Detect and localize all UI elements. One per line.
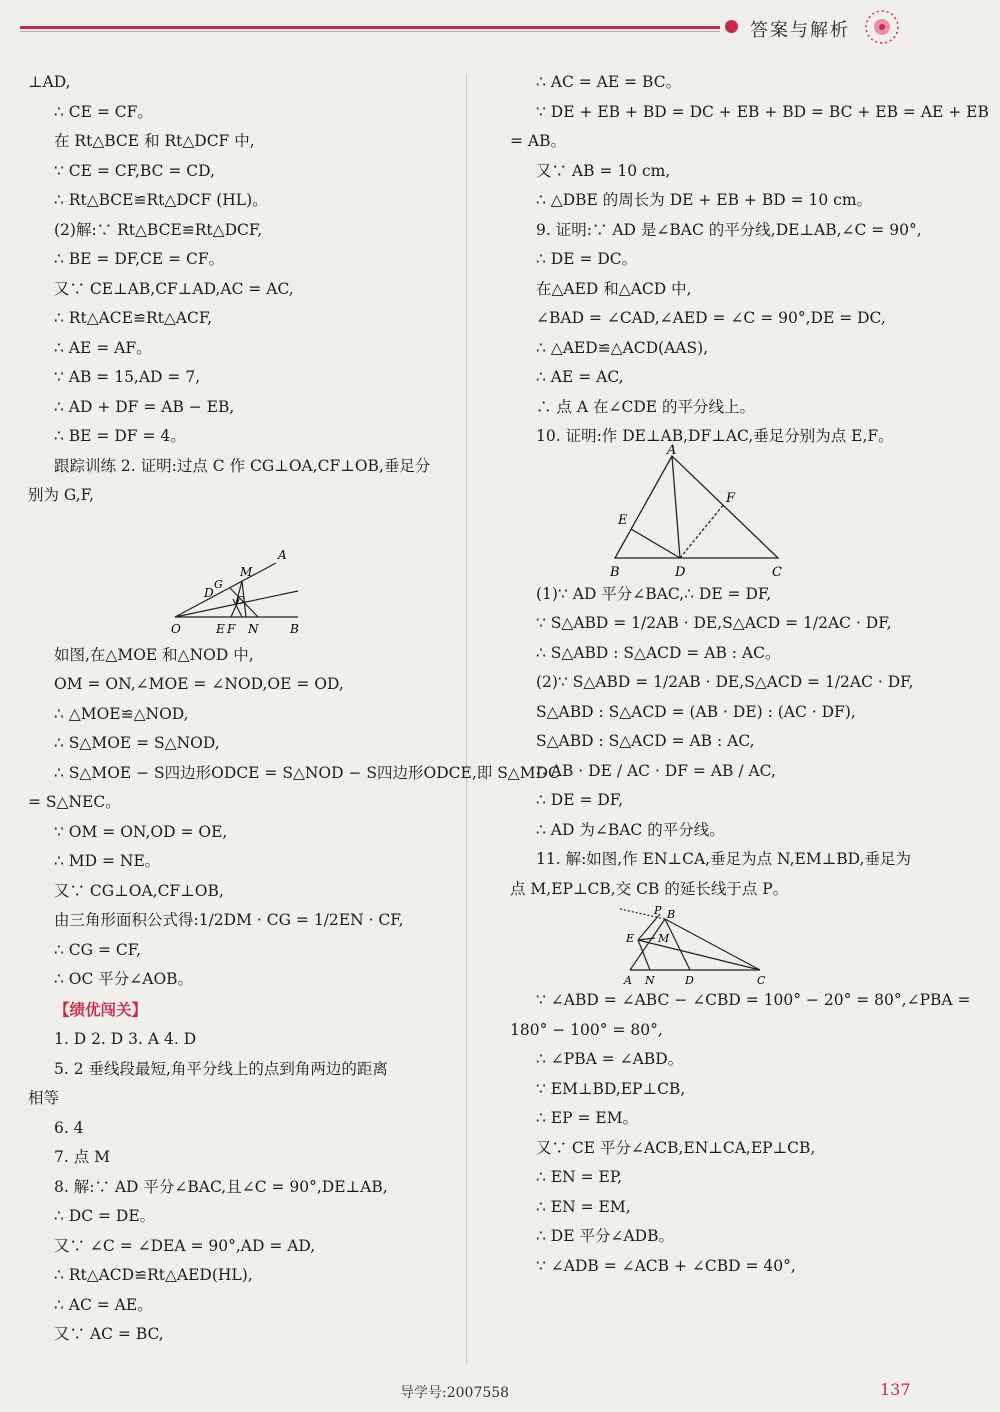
text-line [510,275,980,305]
fig1-label-E: E [216,621,225,636]
text-line-content: ∴ Rt△ACD≌Rt△AED(HL), [54,1266,253,1284]
text-line-content: ∵ DE + EB + BD = DC + EB + BD = BC + EB = AE + EB [536,102,989,121]
text-line [28,363,460,393]
text-line [510,157,980,187]
text-line-content: ∴ S△MOE − S四边形ODCE = S△NOD − S四边形ODCE,即 S△MDC [54,763,560,782]
text-line-content: ∴ DE = DF, [536,791,624,809]
text-line [28,157,460,187]
text-line [28,700,460,730]
text-line-content: ∵ EM⊥BD,EP⊥CB, [536,1079,686,1098]
text-line-content: ∴ DE 平分∠ADB。 [536,1227,674,1245]
text-line [28,788,460,818]
text-line [510,580,980,610]
text-line-content: 点 M,EP⊥CB,交 CB 的延长线于点 P。 [510,879,789,898]
text-line-content: ∴ S△MOE = S△NOD, [54,734,220,752]
decorative-flower-icon [855,6,909,48]
text-line-content: ∵ ∠ABD = ∠ABC − ∠CBD = 100° − 20° = 80°,∠PBA = [536,991,971,1009]
text-line-content: ∴ CG = CF, [54,940,141,959]
left-text-block-1 [28,68,460,511]
text-line-content: ∠BAD = ∠CAD,∠AED = ∠C = 90°,DE = DC, [536,309,886,327]
right-column [510,68,989,1281]
text-line [510,1163,980,1193]
text-line [510,1045,980,1075]
text-line-content: 在△AED 和△ACD 中, [536,279,692,298]
text-line [28,186,460,216]
text-line [510,1222,980,1252]
text-line-content: ∴ 点 A 在∠CDE 的平分线上。 [536,397,755,416]
text-line [510,1075,980,1105]
text-line [510,1016,980,1046]
text-line-content: 6. 4 [54,1118,84,1137]
text-line [28,936,460,966]
text-line-content: 180° − 100° = 80°, [510,1020,663,1039]
text-line-content: ∵ OM = ON,OD = OE, [54,822,228,841]
text-line-content: (2)∵ S△ABD = 1/2AB · DE,S△ACD = 1/2AC · DF, [536,673,914,691]
fig2-label-E: E [618,512,628,528]
text-line [28,275,460,305]
text-line-content: ∴ BE = DF = 4。 [54,427,186,445]
text-line [510,98,989,128]
text-line [510,363,980,393]
fig3-label-M: M [658,932,670,945]
text-line [28,729,460,759]
text-line-content: 又∵ AB = 10 cm, [536,161,671,180]
section-heading: 【绩优闯关】 [54,999,148,1019]
text-line-content: = AB。 [510,132,566,150]
text-line-content: ∴ DC = DE。 [54,1207,156,1225]
text-line-content: ∴ MD = NE。 [54,852,161,870]
fig2-label-B: B [610,564,620,580]
header-rule [20,26,720,29]
header-title: 答案与解析 [750,20,850,41]
fig2-label-A: A [667,442,677,458]
text-line [510,1252,980,1282]
text-line-content: ∵ ∠ADB = ∠ACB + ∠CBD = 40°, [536,1256,796,1275]
text-line [510,1104,980,1134]
text-line [28,1055,460,1085]
text-line [510,127,980,157]
column-divider [466,74,467,1364]
text-line [510,1193,980,1223]
text-line-content: 相等 [28,1089,60,1107]
text-line-content: ∴ OC 平分∠AOB。 [54,970,194,988]
text-line [28,334,460,364]
text-line-content: ∴ △DBE 的周长为 DE + EB + BD = 10 cm。 [536,191,873,209]
text-line [28,422,460,452]
text-line-content: 又∵ ∠C = ∠DEA = 90°,AD = AD, [54,1236,316,1255]
text-line [28,847,460,877]
text-line-content: ∵ CE = CF,BC = CD, [54,161,215,180]
text-line-content: 1. D 2. D 3. A 4. D [54,1030,197,1048]
text-line [28,1261,460,1291]
fig3-label-A: A [624,974,632,987]
text-line-content: ∴ △MOE≌△NOD, [54,704,189,723]
text-line [28,1173,460,1203]
text-line [28,68,460,98]
text-line-content: ∴ EP = EM。 [536,1109,639,1127]
text-line-content: ⊥AD, [28,73,71,91]
footer-guide-number: 导学号:2007558 [400,1385,510,1401]
text-line-content: ∴ ∠PBA = ∠ABD。 [536,1050,684,1068]
text-line [28,995,460,1026]
text-line [510,875,980,905]
text-line [28,1232,460,1262]
text-line-content: ∴ EN = EM, [536,1197,631,1216]
text-line-content: ∴ AC = AE = BC。 [536,73,682,91]
text-line [510,698,980,728]
fig1-label-F: F [227,621,236,636]
text-line [510,1134,980,1164]
text-line-content: 又∵ AC = BC, [54,1325,164,1343]
text-line [28,98,460,128]
text-line [510,68,980,98]
text-line [28,1202,460,1232]
text-line-content: ∴ AD 为∠BAC 的平分线。 [536,820,725,839]
text-line-content: 5. 2 垂线段最短,角平分线上的点到角两边的距离 [54,1059,388,1078]
text-line [510,727,980,757]
text-line [510,816,980,846]
fig1-label-G: G [214,577,223,591]
text-line [510,393,980,423]
fig3-label-N: N [645,974,655,987]
fig1-label-C: C [236,593,245,607]
text-line [510,245,980,275]
text-line-content: 又∵ CG⊥OA,CF⊥OB, [54,881,224,900]
text-line [28,1320,460,1350]
figure-triangle-pbc [510,904,980,986]
text-line-content: 9. 证明:∵ AD 是∠BAC 的平分线,DE⊥AB,∠C = 90°, [536,220,922,239]
text-line-content: = S△NEC。 [28,793,121,811]
text-line-content: 跟踪训练 2. 证明:过点 C 作 CG⊥OA,CF⊥OB,垂足分 [54,456,431,475]
header-rule-thin [20,31,720,32]
text-line [510,786,980,816]
text-line [28,641,460,671]
text-line [28,1114,460,1144]
text-line-content: 又∵ CE⊥AB,CF⊥AD,AC = AC, [54,279,294,298]
text-line [28,393,460,423]
text-line [28,216,460,246]
text-line-content: ∴ AC = AE。 [54,1295,153,1314]
text-line-content: (1)∵ AD 平分∠BAC,∴ DE = DF, [536,584,772,603]
text-line-content: ∴ S△ABD : S△ACD = AB : AC。 [536,643,781,662]
text-line [510,757,980,787]
fig1-label-M: M [240,564,253,579]
text-line [28,759,560,789]
text-line-content: 别为 G,F, [28,486,94,504]
text-line [28,818,460,848]
text-line-content: S△ABD : S△ACD = (AB · DE) : (AC · DF), [536,702,856,721]
text-line-content: ∴ EN = EP, [536,1168,623,1186]
text-line-content: ∴ BE = DF,CE = CF。 [54,250,225,268]
left-text-block-2 [28,641,560,1350]
figure-angle-bisector-omoe [28,511,460,641]
fig2-label-D: D [675,564,686,580]
text-line [28,965,460,995]
text-line-content: ∴ △AED≌△ACD(AAS), [536,338,709,357]
fig1-label-D: D [204,585,214,600]
text-line-content: 如图,在△MOE 和△NOD 中, [54,645,254,664]
text-line [28,1084,460,1114]
fig3-label-P: P [654,904,662,917]
text-line-content: ∴ AE = AF。 [54,338,152,357]
text-line-content: ∴ Rt△ACE≌Rt△ACF, [54,309,213,327]
text-line-content: ∵ S△ABD = 1/2AB · DE,S△ACD = 1/2AC · DF, [536,614,892,632]
text-line-content: 11. 解:如图,作 EN⊥CA,垂足为点 N,EM⊥BD,垂足为 [536,850,911,868]
text-line-content: ∴ AD + DF = AB − EB, [54,397,235,416]
text-line [28,127,460,157]
text-line [510,304,980,334]
text-line [28,245,460,275]
text-line [28,877,460,907]
fig1-label-O: O [171,621,181,636]
fig3-label-B: B [667,908,676,921]
fig3-label-C: C [757,974,766,987]
text-line-content: 7. 点 M [54,1148,111,1166]
text-line-content: ∵ AB = 15,AD = 7, [54,368,201,386]
text-line [28,481,460,511]
text-line-content: ∴ AE = AC, [536,368,624,386]
text-line [28,452,460,482]
text-line [28,304,460,334]
text-line [510,609,980,639]
fig3-label-D: D [685,974,694,987]
fig1-label-A: A [278,547,287,562]
text-line [28,1025,460,1055]
text-line-content: 10. 证明:作 DE⊥AB,DF⊥AC,垂足分别为点 E,F。 [536,427,894,445]
text-line-content: ∴ AB · DE / AC · DF = AB / AC, [536,761,776,780]
page-number: 137 [880,1380,911,1399]
text-line-content: 在 Rt△BCE 和 Rt△DCF 中, [54,132,255,150]
text-line [510,845,980,875]
fig3-label-E: E [626,932,635,945]
right-text-block-2 [510,580,980,905]
text-line [510,422,980,452]
text-line [510,216,980,246]
right-text-block-1 [510,68,989,452]
fig1-label-B: B [290,621,299,636]
text-line-content: (2)解:∵ Rt△BCE≌Rt△DCF, [54,220,263,239]
text-line [510,639,980,669]
fig2-label-F: F [726,490,736,506]
figure-triangle-abc-bisector [510,442,980,580]
text-line [28,670,460,700]
text-line-content: ∴ CE = CF。 [54,102,153,121]
text-line [510,986,980,1016]
text-line-content: S△ABD : S△ACD = AB : AC, [536,732,755,750]
fig2-label-C: C [772,564,782,580]
text-line [510,186,980,216]
text-line [28,1143,460,1173]
fig1-label-N: N [248,621,259,636]
right-text-block-3 [510,986,980,1281]
text-line [28,1291,460,1321]
text-line-content: 又∵ CE 平分∠ACB,EN⊥CA,EP⊥CB, [536,1138,816,1157]
text-line-content: ∴ DE = DC。 [536,250,638,268]
text-line-content: 8. 解:∵ AD 平分∠BAC,且∠C = 90°,DE⊥AB, [54,1177,388,1196]
left-column [28,68,560,1350]
text-line [510,668,980,698]
header-bullet-icon [725,20,738,33]
text-line [28,906,460,936]
text-line-content: 由三角形面积公式得:1/2DM · CG = 1/2EN · CF, [54,911,404,929]
text-line [510,334,980,364]
text-line-content: ∴ Rt△BCE≌Rt△DCF (HL)。 [54,191,268,209]
text-line-content: OM = ON,∠MOE = ∠NOD,OE = OD, [54,675,344,693]
